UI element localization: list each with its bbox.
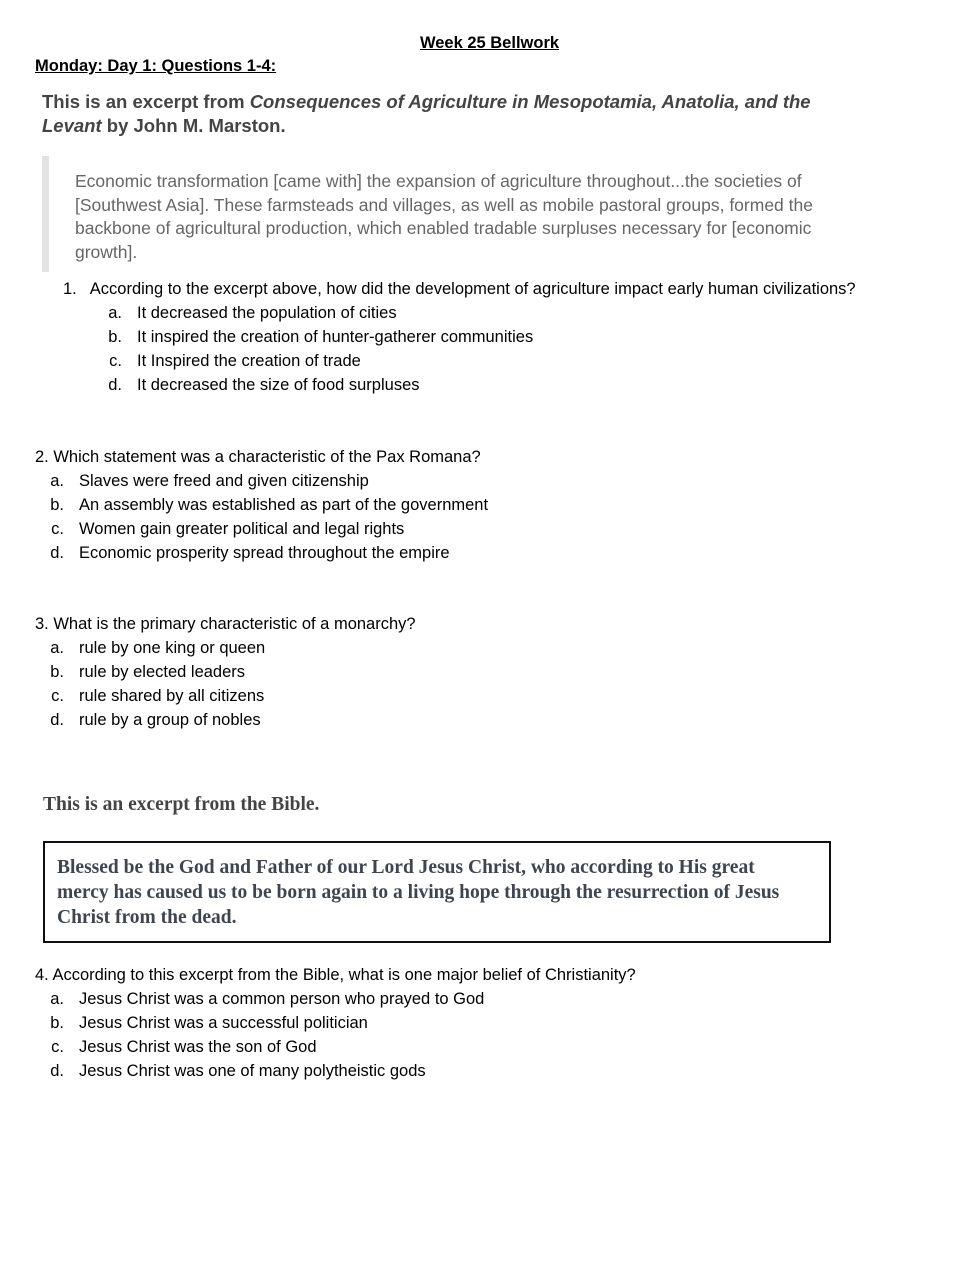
option-letter: d. <box>50 711 64 729</box>
option-text: It Inspired the creation of trade <box>137 352 361 370</box>
excerpt2-box <box>43 841 831 943</box>
option-3d <box>42 708 265 732</box>
option-letter: c. <box>51 520 64 538</box>
option-letter: b. <box>50 663 64 681</box>
option-2b <box>42 493 488 517</box>
option-text: Slaves were freed and given citizenship <box>79 472 369 490</box>
option-text: It decreased the size of food surpluses <box>137 376 420 394</box>
option-2c <box>42 517 488 541</box>
question-text: According to the excerpt above, how did the development of agriculture impact early human civilizations? <box>89 280 856 298</box>
option-text: Jesus Christ was the son of God <box>79 1038 317 1056</box>
question-1 <box>63 277 856 301</box>
question-4 <box>35 963 636 987</box>
excerpt1-intro-suffix: by John M. Marston. <box>101 115 286 136</box>
option-text: Women gain greater political and legal rights <box>79 520 405 538</box>
option-letter: b. <box>50 496 64 514</box>
option-1d <box>100 373 533 397</box>
option-letter: d. <box>50 544 64 562</box>
excerpt1-source-title: Consequences of Agriculture in Mesopotamia, Anatolia, and the Levant <box>42 91 811 136</box>
excerpt1-intro-prefix: This is an excerpt from <box>42 91 250 112</box>
question-number: 3. <box>35 615 49 633</box>
option-text: Jesus Christ was a common person who prayed to God <box>79 990 485 1008</box>
option-letter: d. <box>108 376 122 394</box>
option-text: It inspired the creation of hunter-gatherer communities <box>137 328 534 346</box>
option-letter: a. <box>50 990 64 1008</box>
question-4-options <box>42 987 484 1083</box>
option-letter: a. <box>108 304 122 322</box>
option-text: Jesus Christ was a successful politician <box>79 1014 368 1032</box>
option-3b <box>42 660 265 684</box>
option-3a <box>42 636 265 660</box>
question-3 <box>35 612 416 636</box>
option-4d <box>42 1059 484 1083</box>
question-number: 1. <box>63 280 77 298</box>
question-3-options <box>42 636 265 732</box>
option-text: rule by a group of nobles <box>79 711 261 729</box>
excerpt1-intro <box>42 90 862 138</box>
page-title: Week 25 Bellwork <box>419 34 560 52</box>
option-text: It decreased the population of cities <box>137 304 397 322</box>
question-2 <box>35 445 481 469</box>
option-2a <box>42 469 488 493</box>
question-number: 4. <box>35 966 49 984</box>
option-letter: c. <box>51 1038 64 1056</box>
question-1-options <box>100 301 533 397</box>
question-number: 2. <box>35 448 49 466</box>
option-letter: c. <box>51 687 64 705</box>
option-3c <box>42 684 265 708</box>
question-2-options <box>42 469 488 565</box>
option-text: An assembly was established as part of the government <box>79 496 489 514</box>
question-text: What is the primary characteristic of a monarchy? <box>53 615 416 633</box>
option-text: rule shared by all citizens <box>79 687 265 705</box>
day-label: Monday: Day 1: Questions 1-4: <box>35 57 277 75</box>
excerpt2-intro: This is an excerpt from the Bible. <box>43 794 320 815</box>
excerpt2-quote-text: Blessed be the God and Father of our Lord Jesus Christ, who according to His great mercy has caused us to be born again to a living hope through the resurrection of Jesus Christ from the dead. <box>57 857 780 928</box>
option-text: Jesus Christ was one of many polytheistic gods <box>79 1062 426 1080</box>
option-4b <box>42 1011 484 1035</box>
option-letter: b. <box>108 328 122 346</box>
option-letter: b. <box>50 1014 64 1032</box>
excerpt1-quote-text: Economic transformation [came with] the expansion of agriculture throughout...the societies of [Southwest Asia]. These farmsteads and villages, as well as mobile pastoral groups, formed the backbone of agricultural production, which enabled tradable surpluses necessary for [economic growth]. <box>75 171 813 263</box>
option-letter: a. <box>50 639 64 657</box>
option-2d <box>42 541 488 565</box>
excerpt1-blockquote <box>42 156 839 272</box>
option-text: Economic prosperity spread throughout the empire <box>79 544 450 562</box>
option-1c <box>100 349 533 373</box>
option-4c <box>42 1035 484 1059</box>
question-text: According to this excerpt from the Bible, what is one major belief of Christianity? <box>52 966 636 984</box>
option-text: rule by one king or queen <box>79 639 266 657</box>
option-4a <box>42 987 484 1011</box>
question-text: Which statement was a characteristic of the Pax Romana? <box>53 448 481 466</box>
option-letter: c. <box>109 352 122 370</box>
option-1a <box>100 301 533 325</box>
option-text: rule by elected leaders <box>79 663 246 681</box>
option-letter: a. <box>50 472 64 490</box>
option-1b <box>100 325 533 349</box>
option-letter: d. <box>50 1062 64 1080</box>
